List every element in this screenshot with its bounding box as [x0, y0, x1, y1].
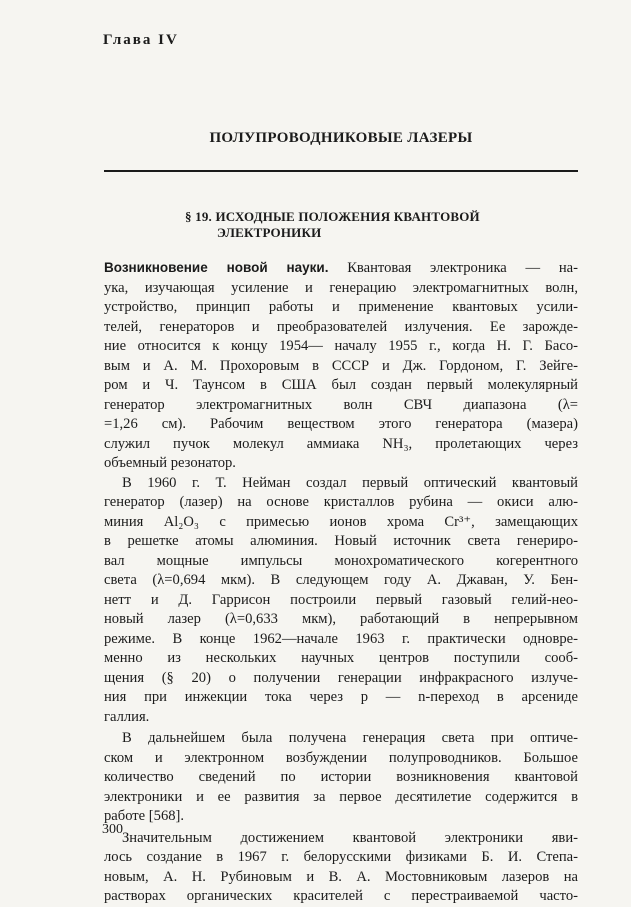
page-number: 300	[102, 822, 123, 837]
paragraph-1	[104, 258, 578, 474]
paragraph-line: ния при инжекции тока через p — n-переход в арсениде	[104, 689, 578, 705]
paragraph-lead: Возникновение новой науки.	[104, 260, 329, 275]
section-heading-line-2: ЭЛЕКТРОНИКИ	[217, 225, 322, 240]
paragraph-line: Возникновение новой науки. Квантовая электроника — на-	[104, 260, 578, 276]
paragraph-3	[104, 729, 578, 827]
paragraph-line: В дальнейшем была получена генерация света при оптиче-	[122, 730, 578, 746]
paragraph-line: ском и электронном возбуждении полупроводников. Большое	[104, 749, 578, 766]
title-divider	[104, 170, 578, 172]
paragraph-line: новый лазер (λ=0,633 мкм), работающий в непрерывном	[104, 611, 578, 627]
paragraph-line: служил пучок молекул аммиака NH₃, пролетающих через	[104, 435, 578, 452]
chapter-title: ПОЛУПРОВОДНИКОВЫЕ ЛАЗЕРЫ	[209, 130, 473, 146]
body-text	[104, 258, 578, 907]
paragraph-line: света (λ=0,694 мкм). В следующем году А. Джаван, У. Бен-	[104, 572, 578, 588]
paragraph-line: в решетке атомы алюминия. Новый источник света генериро-	[104, 533, 578, 549]
paragraph-4	[104, 829, 578, 907]
section-heading-line-1: § 19. ИСХОДНЫЕ ПОЛОЖЕНИЯ КВАНТОВОЙ	[185, 209, 480, 224]
paragraph-line: менно из нескольких научных центров поступили сооб-	[104, 650, 578, 666]
paragraph-line: ром и Ч. Таунсом в США был создан первый молекулярный	[104, 377, 578, 393]
paragraph-line: миния Al₂O₃ с примесью ионов хрома Cr³⁺, замещающих	[104, 513, 578, 530]
paragraph-line: щения (§ 20) о получении генерации инфракрасного излуче-	[104, 669, 578, 686]
paragraph-2	[104, 474, 578, 728]
paragraph-line: лось создание в 1967 г. белорусскими физиками Б. И. Степа-	[104, 849, 578, 865]
paragraph-line: растворах органических красителей с перестраиваемой часто-	[104, 888, 578, 904]
paragraph-line: =1,26 см). Рабочим веществом этого генератора (мазера)	[104, 416, 578, 432]
paragraph-line: Значительным достижением квантовой электроники яви-	[122, 829, 578, 846]
paragraph-line: устройство, принцип работы и применение квантовых усили-	[104, 299, 578, 315]
paragraph-line: нетт и Д. Гаррисон построили первый газовый гелий-нео-	[104, 591, 578, 608]
paragraph-line: электроники и ее развития за первое десятилетие содержится в	[104, 788, 578, 805]
paragraph-line: ние относится к концу 1954— началу 1955 г., когда Н. Г. Басо-	[104, 338, 578, 354]
paragraph-line: количество сведений по истории возникновения квантовой	[104, 769, 578, 785]
paragraph-line: ука, изучающая усиление и генерацию электромагнитных волн,	[104, 279, 578, 296]
paragraph-line: В 1960 г. Т. Нейман создал первый оптический квантовый	[122, 474, 578, 491]
paragraph-line: вым и А. М. Прохоровым в СССР и Дж. Гордоном, Г. Зейге-	[104, 357, 578, 374]
paragraph-line: телей, генераторов и преобразователей излучения. Ее зарожде-	[104, 318, 578, 335]
paragraph-line: работе [568].	[104, 808, 185, 824]
paragraph-line: галлия.	[104, 708, 150, 725]
paragraph-line: генератор (лазер) на основе кристаллов рубина — окиси алю-	[104, 494, 578, 510]
paragraph-line: вал мощные импульсы монохроматического когерентного	[104, 552, 578, 569]
paragraph-line: новым, А. Н. Рубиновым и В. А. Мостовниковым лазеров на	[104, 868, 578, 885]
chapter-header: Глава IV	[103, 32, 179, 48]
paragraph-line: объемный резонатор.	[104, 455, 236, 471]
paragraph-line: режиме. В конце 1962—начале 1963 г. практически одновре-	[104, 630, 578, 647]
paragraph-line: генератор электромагнитных волн СВЧ диапазона (λ=	[104, 396, 578, 413]
